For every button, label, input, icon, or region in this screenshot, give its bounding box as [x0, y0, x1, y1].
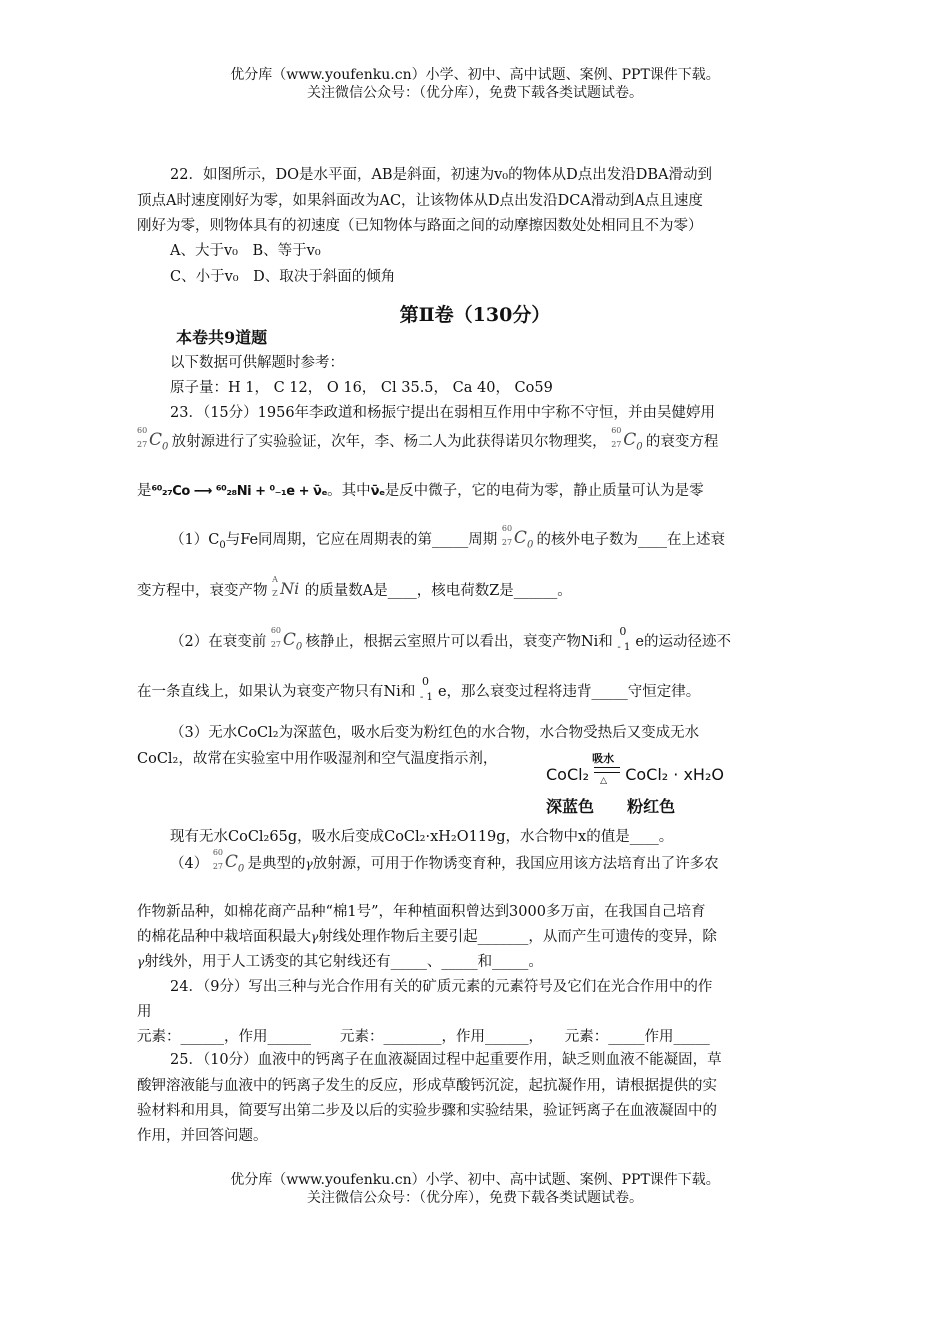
q23-part4-line-2: 作物新品种，如棉花商产品种“棉1号”，年种植面积曾达到3000多万亩，在我国自己培育 — [137, 904, 706, 920]
q23-line-2: 60 27 $C_0$ 放射源进行了实验验证，次年，李、杨二人为此获得诺贝尔物理奖， 60 27 $C_0$ 的衰变方程 — [137, 426, 719, 453]
co60-nuclide: 60 27 $C_0$ — [501, 524, 534, 551]
footer-line-1: 优分库（www.youfenku.cn）小学、初中、高中试题、案例、PPT课件下载。 — [230, 1172, 720, 1188]
q23-part3-line-1: （3）无水CoCl₂为深蓝色，吸水后变为粉红色的水合物，水合物受热后又变成无水 — [170, 725, 700, 741]
q23-part3-line-3: 现有无水CoCl₂65g，吸水后变成CoCl₂·xH₂O119g，水合物中x的值是____。 — [170, 829, 674, 845]
q24-line-2: 用 — [137, 1004, 152, 1020]
q25-line-4: 作用，并回答问题。 — [137, 1128, 268, 1144]
cocl2-hydration-equation — [546, 748, 736, 820]
q23-line-3: 是⁶⁰₂₇Co ⟶ ⁶⁰₂₈Ni + ⁰₋₁e + ν̄ₑ。其中ν̄ₑ是反中微子，它的电荷为零，静止质量可认为是零 — [137, 483, 704, 499]
q23-part1-line-1: $(1)C_0$与Fe同周期，它应在周期表的第_____周期 60 27 $C_0$ 的核外电子数为____在上述衰 — [170, 524, 726, 551]
q22-line-1: 22．如图所示，DO是水平面，AB是斜面，初速为v₀的物体从D点出发沿DBA滑动到 — [170, 167, 712, 183]
header-line-2: 关注微信公众号：（优分库），免费下载各类试题试卷。 — [307, 85, 643, 101]
q23-part4-line-1: （4） 60 27 $C_0$ 是典型的γ放射源，可用于作物诱变育种，我国应用该方法培育出了许多农 — [170, 848, 719, 875]
reference-note: 以下数据可供解题时参考： — [170, 355, 344, 371]
q24-line-1: 24．（9分）写出三种与光合作用有关的矿质元素的元素符号及它们在光合作用中的作 — [170, 979, 713, 995]
q23-part2-line-1: （2）在衰变前 60 27 $C_0$ 核静止，根据云室照片可以看出，衰变产物Ni和 0 - 1 e的运动径迹不 — [170, 625, 731, 653]
cocl2-hydrate: CoCl₂ · xH₂O — [625, 765, 724, 784]
gamma-symbol: γ — [137, 955, 145, 969]
q23-part1-line-2: 变方程中，衰变产物 A Z Ni 的质量数A是____，核电荷数Z是______。 — [137, 575, 572, 599]
co60-nuclide: 60 27 $C_0$ — [270, 626, 303, 653]
pink-label: 粉红色 — [627, 797, 676, 816]
q22-line-2: 顶点A时速度刚好为零，如果斜面改为AC，让该物体从D点出发沿DCA滑动到A点且速度 — [137, 193, 703, 209]
atomic-weights: 原子量：H 1， C 12， O 16， Cl 35.5， Ca 40， Co59 — [170, 380, 553, 396]
q24-answer-line: 元素：______，作用______ 元素：________，作用______， 元素：_____作用_____ — [137, 1029, 710, 1045]
q23-part3-line-2: CoCl₂，故常在实验室中用作吸湿剂和空气温度指示剂， — [137, 751, 498, 767]
heat-symbol: △ — [600, 776, 608, 786]
dark-blue-label: 深蓝色 — [546, 797, 595, 816]
q23-part4-line-3: 的棉花品种中栽培面积最大γ射线处理作物后主要引起_______，从而产生可遗传的变异，除 — [137, 929, 717, 945]
q25-line-1: 25．（10分）血液中的钙离子在血液凝固过程中起重要作用，缺乏则血液不能凝固，草 — [170, 1052, 722, 1068]
q23-line-1: 23．（15分）1956年李政道和杨振宁提出在弱相互作用中宇称不守恒，并由吴健婷用 — [170, 405, 716, 421]
electron-symbol: 0 - 1 — [617, 625, 631, 653]
q22-line-3: 刚好为零，则物体具有的初速度（已知物体与路面之间的动摩擦因数处处相同且不为零） — [137, 218, 703, 234]
footer-line-2: 关注微信公众号：（优分库），免费下载各类试题试卷。 — [307, 1190, 643, 1206]
co60-nuclide: 60 27 $C_0$ — [212, 848, 245, 875]
co60-nuclide: 60 27 $C_0$ — [611, 426, 643, 453]
gamma-symbol: γ — [311, 930, 319, 944]
cocl2-anhydrous: CoCl₂ — [546, 765, 589, 784]
antineutrino-symbol: ν̄ₑ — [370, 484, 385, 499]
q23-part4-line-4: γ射线外，用于人工诱变的其它射线还有_____、_____和_____。 — [137, 954, 543, 970]
absorb-water-label: 吸水 — [592, 752, 615, 765]
ni-nuclide: A Z Ni — [272, 575, 300, 598]
reversible-arrow — [592, 752, 620, 786]
decay-equation: ⁶⁰₂₇Co ⟶ ⁶⁰₂₈Ni + ⁰₋₁e + ν̄ₑ — [151, 484, 328, 499]
electron-symbol: 0 - 1 — [419, 675, 433, 703]
gamma-symbol: γ — [305, 857, 313, 871]
section-title: 第Ⅱ卷（130分） — [399, 304, 551, 326]
q25-line-3: 验材料和用具，简要写出第二步及以后的实验步骤和实验结果，验证钙离子在血液凝固中的 — [137, 1103, 717, 1119]
q22-options-cd: C、小于v₀ D、取决于斜面的倾角 — [170, 269, 396, 285]
co60-nuclide: 60 27 $C_0$ — [137, 426, 169, 453]
header-line-1: 优分库（www.youfenku.cn）小学、初中、高中试题、案例、PPT课件下载。 — [230, 67, 720, 83]
q25-line-2: 酸钾溶液能与血液中的钙离子发生的反应，形成草酸钙沉淀，起抗凝作用，请根据提供的实 — [137, 1078, 717, 1094]
section-subtitle: 本卷共9道题 — [176, 328, 268, 347]
q22-options-ab: A、大于v₀ B、等于v₀ — [170, 243, 321, 259]
q23-part2-line-2: 在一条直线上，如果认为衰变产物只有Ni和 0 - 1 e，那么衰变过程将违背_____守恒定律。 — [137, 675, 701, 703]
